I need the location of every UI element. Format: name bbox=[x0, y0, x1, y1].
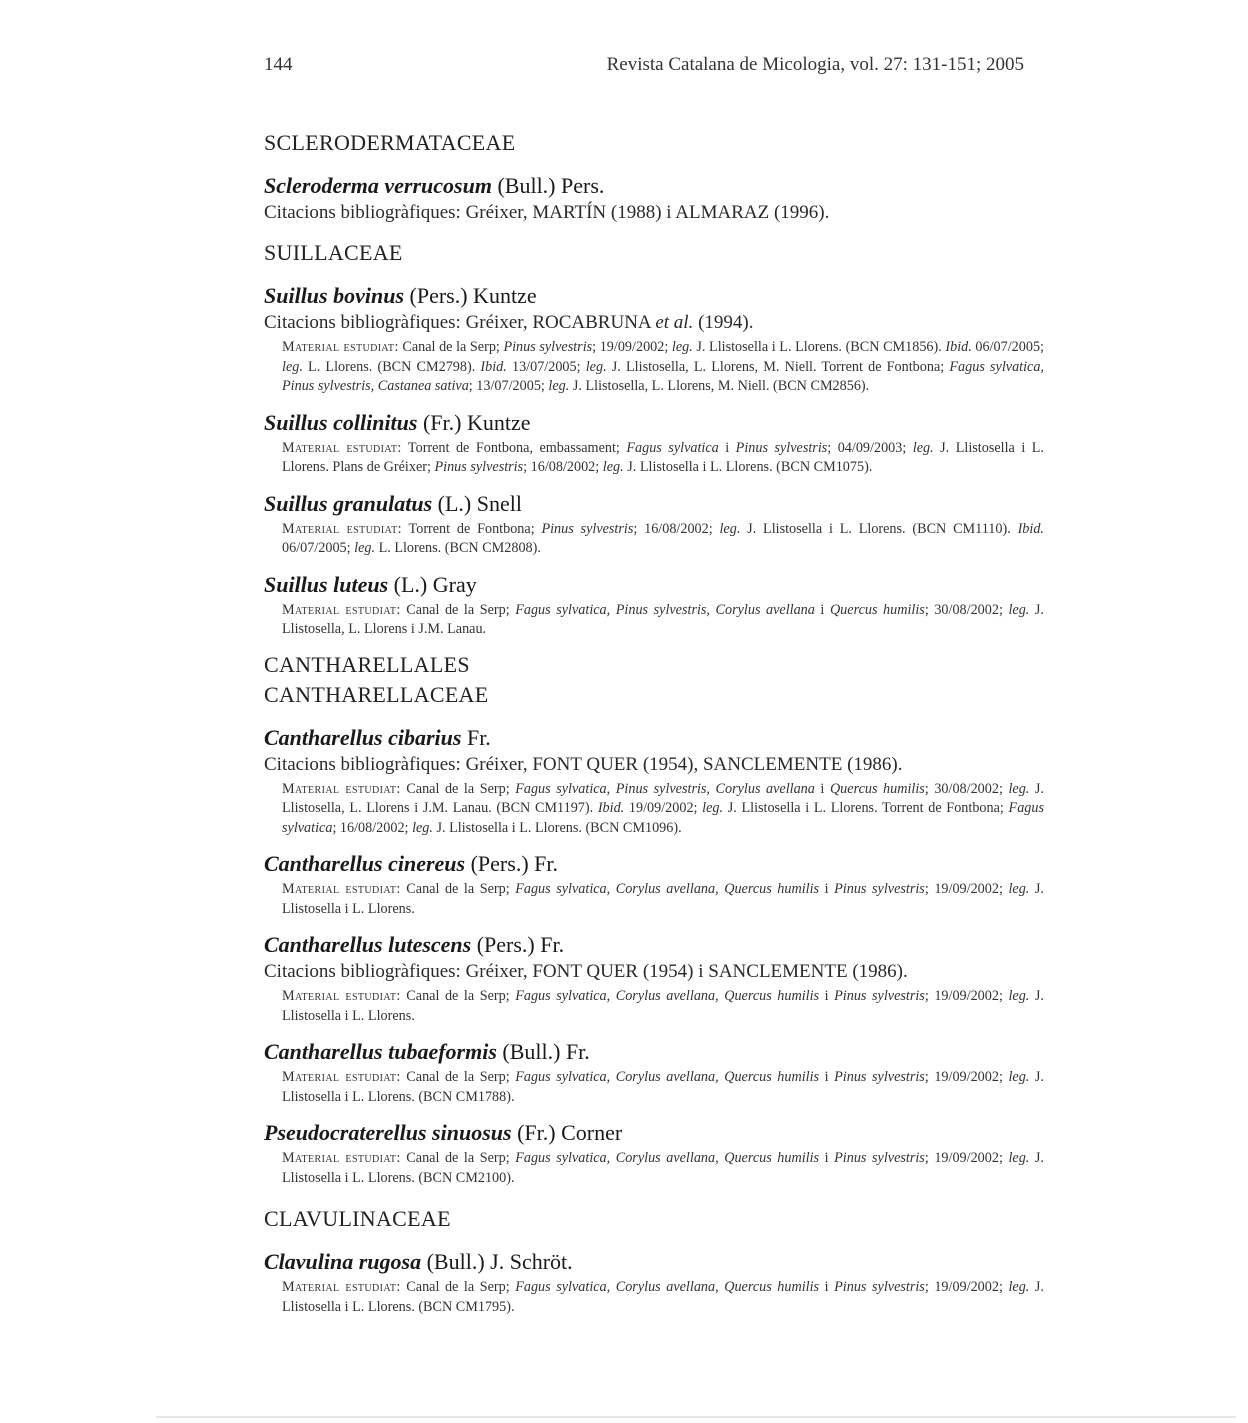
species-authority: (L.) Snell bbox=[432, 490, 522, 516]
material-label: Material estudiat: bbox=[282, 1150, 401, 1166]
material-studied: Material estudiat: Torrent de Fontbona; Pinus sylvestris; 16/08/2002; leg. J. Llistosella i L. Llorens. (BCN CM1110). Ibid. 06/07/2005; leg. L. Llorens. (BCN CM2808). bbox=[282, 520, 1044, 556]
species-title bbox=[264, 1119, 1044, 1147]
species-authority: (Pers.) Fr. bbox=[471, 932, 565, 957]
material-studied: Material estudiat: Canal de la Serp; Pinus sylvestris; 19/09/2002; leg. J. Llistosella i L. Llorens. (BCN CM1856). Ibid. 06/07/2005; leg. L. Llorens. (BCN CM2798). Ibid. 13/07/2005; leg. J. Llistosella, L. Llorens, M. Niell. Torrent de Fontbona; Fagus sylvatica, Pinus sylvestris, Castanea sativa; 13/07/2005; leg. J. Llistosella, L. Llorens, M. Niell. (BCN CM2856). bbox=[282, 339, 1044, 394]
species-authority: (Fr.) Kuntze bbox=[417, 409, 531, 435]
species-binomial: Scleroderma verrucosum bbox=[264, 173, 492, 198]
species-title bbox=[264, 282, 1044, 310]
species-authority: (Pers.) Kuntze bbox=[404, 283, 537, 308]
species-authority: (Bull.) Pers. bbox=[491, 173, 605, 198]
page-bottom-rule bbox=[156, 1416, 1236, 1418]
species-binomial: Clavulina rugosa bbox=[264, 1249, 422, 1274]
species-binomial: Suillus granulatus bbox=[264, 490, 433, 516]
species-title bbox=[264, 1038, 1044, 1066]
material-studied: Material estudiat: Canal de la Serp; Fagus sylvatica, Corylus avellana, Quercus humilis i Pinus sylvestris; 19/09/2002; leg. J. Llistosella i L. Llorens. (BCN CM1795). bbox=[282, 1279, 1044, 1315]
material-label: Material estudiat: bbox=[282, 520, 402, 537]
material-label: Material estudiat: bbox=[282, 881, 401, 897]
species-binomial: Suillus bovinus bbox=[264, 283, 405, 308]
material-studied: Material estudiat: Canal de la Serp; Fagus sylvatica, Corylus avellana, Quercus humilis i Pinus sylvestris; 19/09/2002; leg. J. Llistosella i L. Llorens. bbox=[282, 881, 1044, 917]
species-binomial: Cantharellus tubaeformis bbox=[264, 1039, 497, 1064]
species-authority: (Pers.) Fr. bbox=[465, 851, 558, 876]
family-heading: CANTHARELLACEAE bbox=[264, 681, 489, 707]
citation-text: Citacions bibliogràfiques: Gréixer, ROCABRUNA bbox=[264, 312, 656, 333]
material-studied: Material estudiat: Canal de la Serp; Fagus sylvatica, Pinus sylvestris, Corylus avellana i Quercus humilis; 30/08/2002; leg. J. Llistosella, L. Llorens i J.M. Lanau. bbox=[282, 601, 1044, 637]
material-label: Material estudiat: bbox=[282, 339, 399, 355]
material-label: Material estudiat: bbox=[282, 439, 402, 456]
material-label: Material estudiat: bbox=[282, 1279, 401, 1295]
species-binomial: Cantharellus cinereus bbox=[264, 851, 466, 876]
bibliographic-citation: Citacions bibliogràfiques: Gréixer, MARTÍN (1988) i ALMARAZ (1996). bbox=[264, 202, 830, 223]
species-authority: Fr. bbox=[461, 724, 491, 750]
material-studied: Material estudiat: Canal de la Serp; Fagus sylvatica, Corylus avellana, Quercus humilis i Pinus sylvestris; 19/09/2002; leg. J. Llistosella i L. Llorens. (BCN CM1788). bbox=[282, 1069, 1044, 1105]
species-title bbox=[264, 172, 1044, 200]
material-label: Material estudiat: bbox=[282, 780, 401, 797]
species-title bbox=[264, 1248, 1044, 1276]
bibliographic-citation bbox=[264, 310, 1044, 336]
material-studied: Material estudiat: Canal de la Serp; Fagus sylvatica, Pinus sylvestris, Corylus avellana i Quercus humilis; 30/08/2002; leg. J. Llistosella, L. Llorens i J.M. Lanau. (BCN CM1197). Ibid. 19/09/2002; leg. J. Llistosella i L. Llorens. Torrent de Fontbona; Fagus sylvatica; 16/08/2002; leg. J. Llistosella i L. Llorens. (BCN CM1096). bbox=[282, 780, 1044, 836]
species-title bbox=[264, 931, 1044, 959]
species-title bbox=[264, 409, 1044, 437]
species-title bbox=[264, 724, 1044, 752]
species-binomial: Cantharellus cibarius bbox=[264, 724, 462, 750]
species-authority: (L.) Gray bbox=[388, 571, 477, 597]
family-heading: CLAVULINACEAE bbox=[264, 1206, 451, 1231]
order-heading: CANTHARELLALES bbox=[264, 651, 470, 677]
page-number: 144 bbox=[264, 54, 293, 75]
material-label: Material estudiat: bbox=[282, 601, 401, 618]
species-binomial: Pseudocraterellus sinuosus bbox=[264, 1120, 512, 1145]
species-binomial: Suillus luteus bbox=[264, 571, 389, 597]
species-title bbox=[264, 490, 1044, 518]
bibliographic-citation: Citacions bibliogràfiques: Gréixer, FONT QUER (1954) i SANCLEMENTE (1986). bbox=[264, 961, 908, 982]
species-title bbox=[264, 571, 1044, 599]
journal-citation: Revista Catalana de Micologia, vol. 27: 131-151; 2005 bbox=[606, 54, 1024, 75]
material-studied: Material estudiat: Canal de la Serp; Fagus sylvatica, Corylus avellana, Quercus humilis i Pinus sylvestris; 19/09/2002; leg. J. Llistosella i L. Llorens. bbox=[282, 988, 1044, 1024]
material-studied: Material estudiat: Canal de la Serp; Fagus sylvatica, Corylus avellana, Quercus humilis i Pinus sylvestris; 19/09/2002; leg. J. Llistosella i L. Llorens. (BCN CM2100). bbox=[282, 1150, 1044, 1186]
species-title bbox=[264, 850, 1044, 878]
material-studied: Material estudiat: Torrent de Fontbona, embassament; Fagus sylvatica i Pinus sylvestris; 04/09/2003; leg. J. Llistosella i L. Llorens. Plans de Gréixer; Pinus sylvestris; 16/08/2002; leg. J. Llistosella i L. Llorens. (BCN CM1075). bbox=[282, 439, 1044, 475]
species-binomial: Cantharellus lutescens bbox=[264, 932, 472, 957]
citation-etal: et al. bbox=[655, 312, 694, 333]
citation-year: (1994). bbox=[693, 312, 754, 333]
family-heading: SUILLACEAE bbox=[264, 240, 403, 265]
species-authority: (Fr.) Corner bbox=[511, 1120, 623, 1145]
article-body bbox=[264, 128, 1044, 1317]
material-label: Material estudiat: bbox=[282, 988, 401, 1004]
species-authority: (Bull.) J. Schröt. bbox=[421, 1249, 573, 1274]
species-binomial: Suillus collinitus bbox=[264, 409, 418, 435]
material-label: Material estudiat: bbox=[282, 1069, 401, 1085]
family-heading: SCLERODERMATACEAE bbox=[264, 130, 516, 155]
species-authority: (Bull.) Fr. bbox=[496, 1039, 590, 1064]
bibliographic-citation: Citacions bibliogràfiques: Gréixer, FONT QUER (1954), SANCLEMENTE (1986). bbox=[264, 753, 903, 775]
